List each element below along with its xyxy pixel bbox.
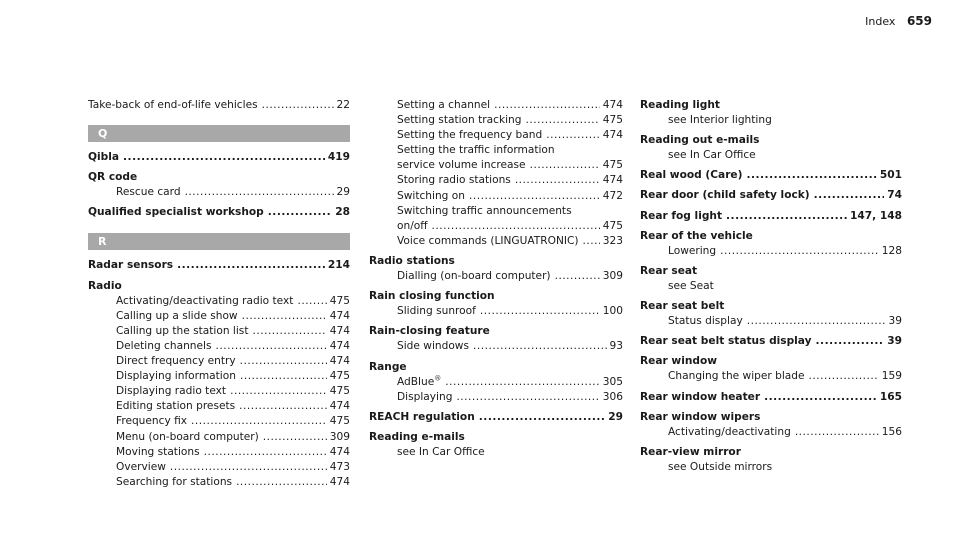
radio-subentries [88,294,350,490]
index-subentry: Frequency fix ..... 475 [88,414,350,429]
index-subentry: Lowering ..... 128 [640,244,902,259]
index-subentry: Setting a channel ..... 474 [369,98,623,113]
index-entry: Qibla ..... 419 [88,150,350,165]
index-subentry: see Interior lighting [668,114,772,127]
index-subentry: Setting the frequency band ..... 474 [369,128,623,143]
index-entry: Rear of the vehicle [640,229,753,242]
index-subentry: Changing the wiper blade ..... 159 [640,369,902,384]
index-entry: Reading out e-mails [640,134,760,147]
index-entry: Rain closing function [369,290,495,303]
index-entry: Rear-view mirror [640,445,741,458]
index-subentry: Calling up the station list ..... 474 [88,324,350,339]
header-label: Index [865,15,896,28]
index-entry: Radio stations [369,254,455,267]
index-entry: Real wood (Care) ..... 501 [640,168,902,183]
index-entry: Take-back of end-of-life vehicles ..... 22 [88,98,350,113]
index-column-2 [369,98,623,460]
index-subentry: Direct frequency entry ..... 474 [88,354,350,369]
index-subentry: Sliding sunroof ..... 100 [369,304,623,319]
index-subentry: Editing station presets ..... 474 [88,399,350,414]
page-number: 659 [906,14,932,28]
index-subentry: Switching traffic announcements [397,204,572,217]
index-subentry: Side windows ..... 93 [369,339,623,354]
index-entry: Reading light [640,99,720,111]
index-subentry: Displaying ..... 306 [369,390,623,405]
index-entry: Rear door (child safety lock) ..... 74 [640,188,902,203]
index-entry: Rear window heater ..... 165 [640,390,902,405]
index-subentry: Displaying radio text ..... 475 [88,384,350,399]
index-column-1 [88,98,350,490]
index-entry: Reading e-mails [369,430,465,443]
index-entry: Radio [88,279,122,292]
index-subentry: Storing radio stations ..... 474 [369,173,623,188]
index-subentry: Activating/deactivating ..... 156 [640,425,902,440]
index-entry: Rain-closing feature [369,325,490,338]
index-subentry: see In Car Office [397,445,485,458]
index-subentry: see In Car Office [668,149,756,162]
index-subentry: Setting the traffic information [397,144,555,157]
index-subentry: on/off ..... 475 [369,219,623,234]
index-subentry: Activating/deactivating radio text ..... 475 [88,294,350,309]
index-subentry: Overview ..... 473 [88,460,350,475]
index-subentry: Calling up a slide show ..... 474 [88,309,350,324]
index-entry: REACH regulation ..... 29 [369,410,623,425]
page-header [865,14,932,28]
index-subentry: Deleting channels ..... 474 [88,339,350,354]
index-entry: Rear fog light ..... 147, 148 [640,209,902,224]
index-subentry: Status display ..... 39 [640,314,902,329]
index-subentry: Dialling (on-board computer) ..... 309 [369,269,623,284]
index-subentry: Voice commands (LINGUATRONIC) ..... 323 [369,234,623,249]
index-subentry: Moving stations ..... 474 [88,445,350,460]
letter-heading-q: Q [88,125,350,142]
index-subentry: AdBlue® ..... 305 [369,375,623,390]
index-entry: Rear window [640,355,718,368]
index-entry: Rear seat [640,264,698,277]
index-entry: Qualified specialist workshop ..... 28 [88,205,350,220]
index-column-3 [640,98,902,475]
index-subentry: service volume increase ..... 475 [369,158,623,173]
index-entry: Radar sensors ..... 214 [88,258,350,273]
index-entry: Rear seat belt status display ..... 39 [640,334,902,349]
index-subentry: see Outside mirrors [668,460,773,473]
index-entry: QR code [88,171,138,184]
index-entry: Rear seat belt [640,300,725,313]
index-entry: Rear window wipers [640,410,761,423]
letter-heading-r: R [88,233,350,250]
index-entry: Range [369,360,407,373]
index-subentry: Setting station tracking ..... 475 [369,113,623,128]
index-subentry: Displaying information ..... 475 [88,369,350,384]
index-subentry: Searching for stations ..... 474 [88,475,350,490]
index-subentry: Menu (on-board computer) ..... 309 [88,430,350,445]
index-subentry: Switching on ..... 472 [369,189,623,204]
index-subentry: Rescue card ..... 29 [88,185,350,200]
index-subentry: see Seat [668,279,714,292]
